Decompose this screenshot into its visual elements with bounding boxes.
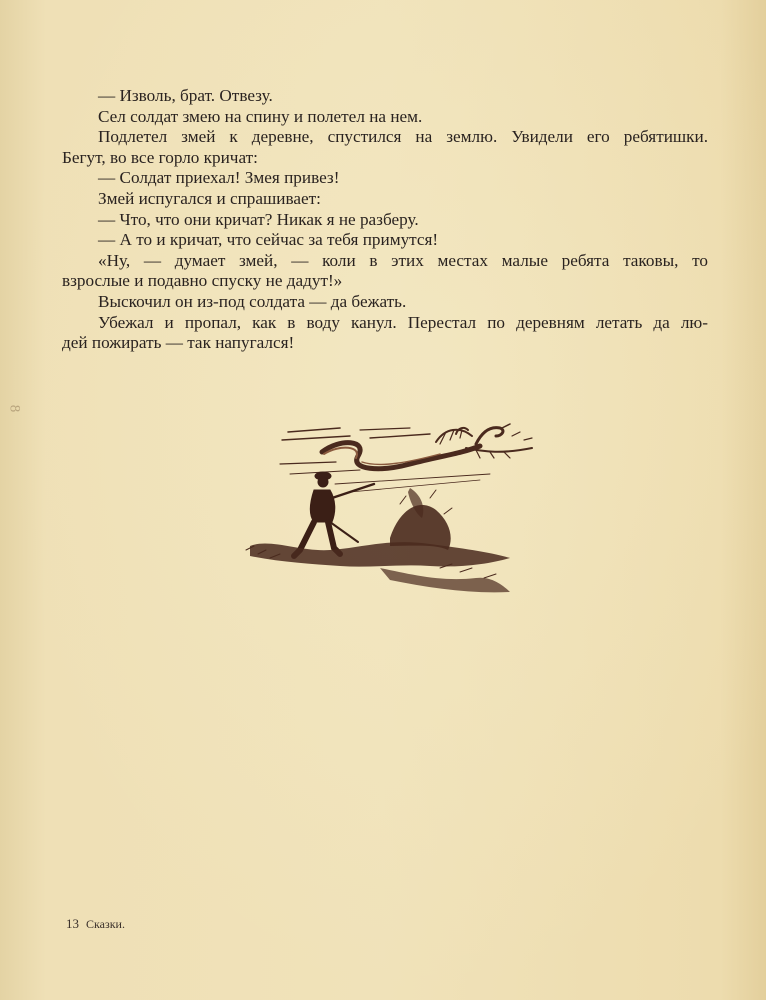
text-line: Убежал и пропал, как в воду канул. Перестал по деревням летать да лю- <box>98 312 708 332</box>
text-line: взрослые и подавно спуску не дадут!» <box>62 271 343 291</box>
text-line: — А то и кричат, что сейчас за тебя примутся! <box>98 230 439 250</box>
text-line: — Что, что они кричат? Никак я не разберу. <box>98 209 419 229</box>
text-line: дей пожирать — так напугался! <box>62 333 295 353</box>
text-line: «Ну, — думает змей, — коли в этих местах малые ребята таковы, то <box>98 250 708 270</box>
text-line: — Солдат приехал! Змея привез! <box>98 168 340 188</box>
footer-number: 13 <box>66 916 79 931</box>
story-text <box>62 86 708 354</box>
text-line: Сел солдат змею на спину и полетел на нем. <box>98 106 423 126</box>
text-line: Подлетел змей к деревне, спустился на землю. Увидели его ребятишки. <box>98 127 708 147</box>
side-page-marker: 8 <box>6 404 23 413</box>
text-line: Змей испугался и спрашивает: <box>98 188 321 208</box>
text-line: — Изволь, брат. Отвезу. <box>98 86 273 105</box>
footer-label: Сказки. <box>86 917 125 931</box>
page-footer <box>66 916 125 932</box>
text-line: Бегут, во все горло кричат: <box>62 147 258 167</box>
text-line: Выскочил он из-под солдата — да бежать. <box>98 291 407 311</box>
illustration-soldier-and-serpent <box>240 418 540 598</box>
